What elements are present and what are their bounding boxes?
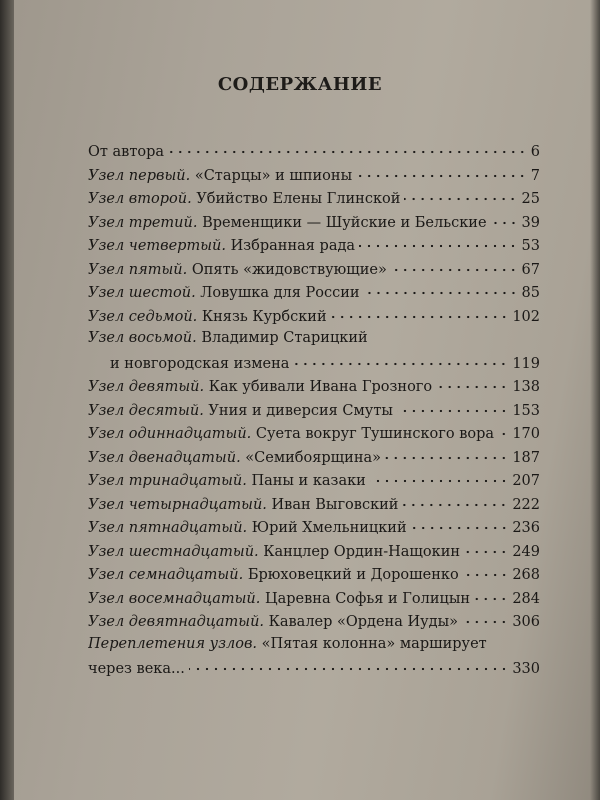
toc-leader-dots bbox=[498, 422, 508, 436]
toc-entry-text: и новгородская измена bbox=[110, 355, 290, 372]
toc-node-label: Узел шестой. bbox=[88, 285, 196, 301]
toc-entry-title bbox=[88, 191, 400, 207]
toc-entry bbox=[88, 189, 540, 213]
toc-entry-title bbox=[88, 614, 458, 630]
toc-entry bbox=[88, 424, 540, 448]
toc-entry bbox=[88, 307, 540, 331]
toc-node-label: Узел одиннадцатый. bbox=[88, 426, 252, 442]
toc-page-number: 236 bbox=[512, 520, 540, 536]
toc-entry-title bbox=[88, 215, 487, 231]
toc-leader-dots bbox=[364, 281, 518, 295]
toc-leader-dots bbox=[370, 469, 508, 483]
page-edge-shadow bbox=[590, 0, 600, 800]
toc-entry bbox=[88, 565, 540, 589]
toc-entry bbox=[88, 471, 540, 495]
toc-node-label: Узел шестнадцатый. bbox=[88, 543, 259, 560]
toc-entry-text: Князь Курбский bbox=[201, 308, 327, 325]
toc-entry-title bbox=[88, 379, 432, 395]
page-title: СОДЕРЖАНИЕ bbox=[217, 74, 383, 95]
toc-node-label: Узел пятнадцатый. bbox=[88, 520, 248, 536]
toc-entry-title bbox=[88, 544, 460, 560]
toc-entry bbox=[88, 283, 540, 307]
toc-page-number: 222 bbox=[512, 496, 540, 513]
toc-leader-dots bbox=[464, 540, 508, 554]
book-spine-shadow bbox=[0, 0, 14, 800]
toc-entry-title bbox=[88, 330, 368, 346]
toc-entry-title bbox=[88, 497, 398, 513]
toc-node-label: Узел девятнадцатый. bbox=[88, 614, 265, 630]
toc-leader-dots bbox=[359, 234, 518, 248]
toc-entry bbox=[88, 213, 540, 237]
toc-node-label: Узел тринадцатый. bbox=[88, 473, 247, 489]
toc-node-label: Узел десятый. bbox=[88, 402, 204, 419]
toc-entry-title bbox=[88, 144, 164, 160]
toc-entry bbox=[88, 377, 540, 401]
toc-entry-continuation bbox=[88, 659, 540, 683]
toc-leader-dots bbox=[189, 657, 508, 671]
toc-page-number: 85 bbox=[521, 285, 540, 301]
toc-leader-dots bbox=[404, 187, 517, 201]
toc-leader-dots bbox=[436, 375, 508, 389]
toc-entry-title bbox=[88, 636, 487, 652]
toc-entry-continuation bbox=[88, 354, 540, 378]
toc-node-label: Узел четвертый. bbox=[88, 238, 226, 254]
toc-entry-text: «Семибоярщина» bbox=[245, 449, 382, 466]
toc-entry-text: Кавалер «Ордена Иуды» bbox=[268, 614, 458, 630]
toc-page-number: 249 bbox=[512, 543, 540, 560]
table-of-contents bbox=[88, 142, 540, 683]
toc-entry bbox=[88, 448, 540, 472]
toc-page-number: 153 bbox=[512, 402, 540, 419]
toc-entry-title bbox=[88, 238, 355, 254]
toc-entry-text: Избранная рада bbox=[230, 238, 356, 254]
toc-page-number: 39 bbox=[521, 214, 540, 231]
toc-entry-text: Суета вокруг Тушинского вора bbox=[255, 426, 495, 442]
toc-entry bbox=[88, 236, 540, 260]
toc-page-number: 187 bbox=[512, 449, 540, 466]
toc-entry-title bbox=[88, 473, 366, 489]
toc-entry bbox=[88, 612, 540, 636]
toc-entry-title bbox=[88, 309, 327, 325]
toc-page-number: 7 bbox=[530, 167, 540, 184]
toc-entry bbox=[88, 636, 540, 660]
toc-node-label: Узел семнадцатый. bbox=[88, 567, 244, 583]
toc-page-number: 67 bbox=[521, 261, 540, 278]
toc-leader-dots bbox=[397, 399, 508, 413]
toc-entry bbox=[88, 542, 540, 566]
toc-node-label: Узел восемнадцатый. bbox=[88, 590, 261, 607]
toc-entry-text: «Пятая колонна» марширует bbox=[261, 635, 487, 652]
toc-leader-dots bbox=[411, 516, 509, 530]
toc-leader-dots bbox=[463, 563, 509, 577]
toc-leader-dots bbox=[391, 258, 518, 272]
toc-node-label: Узел первый. bbox=[88, 167, 191, 184]
toc-page-number: 138 bbox=[512, 379, 540, 395]
toc-leader-dots bbox=[168, 140, 527, 154]
toc-page-number: 102 bbox=[512, 308, 540, 325]
toc-entry-text: Владимир Старицкий bbox=[201, 330, 368, 346]
toc-leader-dots bbox=[402, 493, 508, 507]
toc-leader-dots bbox=[356, 164, 527, 178]
toc-entry-title bbox=[88, 168, 352, 184]
toc-node-label: Узел седьмой. bbox=[88, 308, 198, 325]
toc-entry-text: Брюховецкий и Дорошенко bbox=[247, 567, 459, 583]
toc-entry bbox=[88, 166, 540, 190]
toc-entry-text: Временщики — Шуйские и Бельские bbox=[202, 214, 487, 231]
toc-leader-dots bbox=[293, 352, 508, 366]
toc-node-label: Узел третий. bbox=[88, 214, 198, 231]
toc-page-number: 119 bbox=[512, 355, 540, 372]
toc-page-number: 6 bbox=[530, 144, 540, 160]
toc-entry-text: Царевна Софья и Голицын bbox=[264, 590, 471, 607]
toc-leader-dots bbox=[462, 610, 508, 624]
toc-entry-text: Иван Выговский bbox=[271, 496, 399, 513]
toc-entry-text: Как убивали Ивана Грозного bbox=[208, 379, 433, 395]
toc-entry bbox=[88, 330, 540, 354]
toc-entry-text: через века... bbox=[88, 661, 185, 677]
toc-entry-title bbox=[88, 426, 494, 442]
toc-leader-dots bbox=[474, 587, 508, 601]
toc-node-label: Узел восьмой. bbox=[88, 330, 197, 346]
toc-entry-text: От автора bbox=[88, 144, 165, 160]
toc-leader-dots bbox=[331, 305, 509, 319]
toc-page-number: 25 bbox=[521, 191, 540, 207]
toc-entry-text: Ловушка для России bbox=[200, 285, 360, 301]
toc-entry-title bbox=[88, 591, 470, 607]
toc-entry-title bbox=[88, 285, 360, 301]
toc-entry bbox=[88, 495, 540, 519]
toc-leader-dots bbox=[491, 211, 518, 225]
toc-entry-text: Опять «жидовствующие» bbox=[191, 261, 387, 278]
toc-entry-text: «Старцы» и шпионы bbox=[194, 167, 353, 184]
toc-entry-title bbox=[88, 262, 387, 278]
toc-entry bbox=[88, 401, 540, 425]
toc-entry-title bbox=[88, 567, 459, 583]
toc-entry-title bbox=[88, 403, 393, 419]
toc-entry-text: Убийство Елены Глинской bbox=[196, 191, 401, 207]
toc-node-label: Узел пятый. bbox=[88, 261, 188, 278]
toc-entry-text: Паны и казаки bbox=[251, 473, 366, 489]
toc-page-number: 53 bbox=[521, 238, 540, 254]
toc-entry bbox=[88, 589, 540, 613]
toc-page-number: 284 bbox=[512, 590, 540, 607]
toc-node-label: Узел девятый. bbox=[88, 379, 205, 395]
toc-node-label: Узел второй. bbox=[88, 191, 192, 207]
toc-page-number: 330 bbox=[512, 661, 540, 677]
toc-entry-text: Уния и диверсия Смуты bbox=[208, 402, 393, 419]
toc-node-label: Узел двенадцатый. bbox=[88, 449, 241, 466]
toc-entry-title bbox=[88, 520, 407, 536]
toc-node-label: Переплетения узлов. bbox=[88, 635, 258, 652]
toc-entry-text: Юрий Хмельницкий bbox=[251, 520, 407, 536]
toc-page-number: 207 bbox=[512, 473, 540, 489]
toc-entry bbox=[88, 518, 540, 542]
toc-node-label: Узел четырнадцатый. bbox=[88, 496, 267, 513]
toc-entry-text: Канцлер Ордин-Нащокин bbox=[263, 543, 461, 560]
toc-page-number: 268 bbox=[512, 567, 540, 583]
toc-entry bbox=[88, 260, 540, 284]
toc-entry bbox=[88, 142, 540, 166]
toc-page-number: 306 bbox=[512, 614, 540, 630]
toc-entry-title bbox=[88, 450, 381, 466]
toc-page-number: 170 bbox=[512, 426, 540, 442]
toc-leader-dots bbox=[385, 446, 508, 460]
